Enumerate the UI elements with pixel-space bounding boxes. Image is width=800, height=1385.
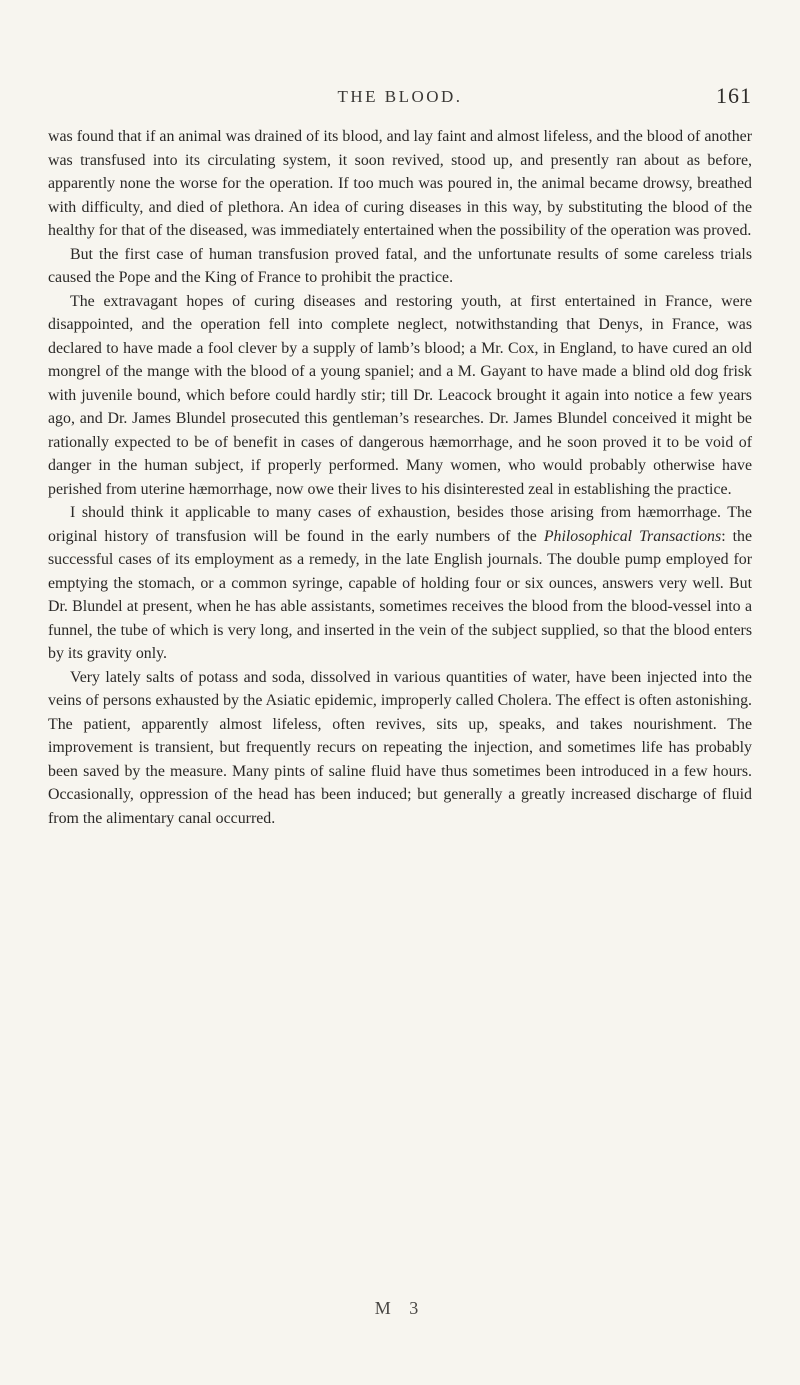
body-text (48, 125, 752, 830)
running-title: THE BLOOD. (337, 87, 463, 106)
paragraph-applications-text-b: : the successful cases of its employment as a remedy, in the late English journals. The double pump employed for emptying the stomach, or a common syringe, capable of holding four or six ounces, answers very well. But Dr. Blundel at present, when he has able assistants, sometimes receives the blood from the blood-vessel into a funnel, the tube of which is very long, and inserted in the vein of the subject supplied, so that the blood enters by its gravity only. (48, 527, 752, 662)
running-head (48, 83, 752, 111)
paragraph-saline-injection: Very lately salts of potass and soda, dissolved in various quantities of water, have been injected into the veins of persons exhausted by the Asiatic epidemic, improperly called Cholera. The effect is often astonishing. The patient, apparently almost lifeless, often revives, sits up, speaks, and takes nourishment. The improvement is transient, but frequently recurs on repeating the injection, and sometimes life has probably been saved by the measure. Many pints of saline fluid have thus sometimes been introduced in a few hours. Occasionally, oppression of the head has been induced; but generally a greatly increased discharge of fluid from the alimentary canal occurred. (48, 668, 752, 827)
paragraph-continuation: was found that if an animal was drained of its blood, and lay faint and almost lifeless, and the blood of another was transfused into its circulating system, it soon revived, stood up, and presently ran about as before, apparently none the worse for the operation. If too much was poured in, the animal became drowsy, breathed with difficulty, and died of plethora. An idea of curing diseases in this way, by substituting the blood of the healthy for that of the diseased, was immediately entertained when the possibility of the operation was proved. (48, 128, 752, 239)
page-number: 161 (716, 83, 752, 108)
paragraph-applications (48, 501, 752, 666)
paragraph-applications-text-a: I should think it applicable to many cases of exhaustion, besides those arising from hæmorrhage. The original history of transfusion will be found in the early numbers of the (48, 504, 752, 545)
journal-title: Philosophical Transactions (543, 527, 722, 545)
paragraph-human-transfusion: But the first case of human transfusion proved fatal, and the unfortunate results of some careless trials caused the Pope and the King of France to prohibit the practice. (48, 245, 752, 286)
paragraph-extravagant-hopes: The extravagant hopes of curing diseases and restoring youth, at first entertained in France, were disappointed, and the operation fell into complete neglect, notwithstanding that Denys, in France, was declared to have made a fool clever by a supply of lamb’s blood; a Mr. Cox, in England, to have cured an old mongrel of the mange with the blood of a young spaniel; and a M. Gayant to have made a blind old dog frisk with juvenile bound, which before could hardly stir; till Dr. Leacock brought it again into notice a few years ago, and Dr. James Blundel prosecuted this gentleman’s researches. Dr. James Blundel conceived it might be rationally expected to be of benefit in cases of dangerous hæmorrhage, and he soon proved it to be void of danger in the human subject, if properly performed. Many women, who would probably otherwise have perished from uterine hæmorrhage, now owe their lives to his disinterested zeal in establishing the practice. (48, 292, 752, 498)
signature-mark: M 3 (374, 1298, 426, 1318)
